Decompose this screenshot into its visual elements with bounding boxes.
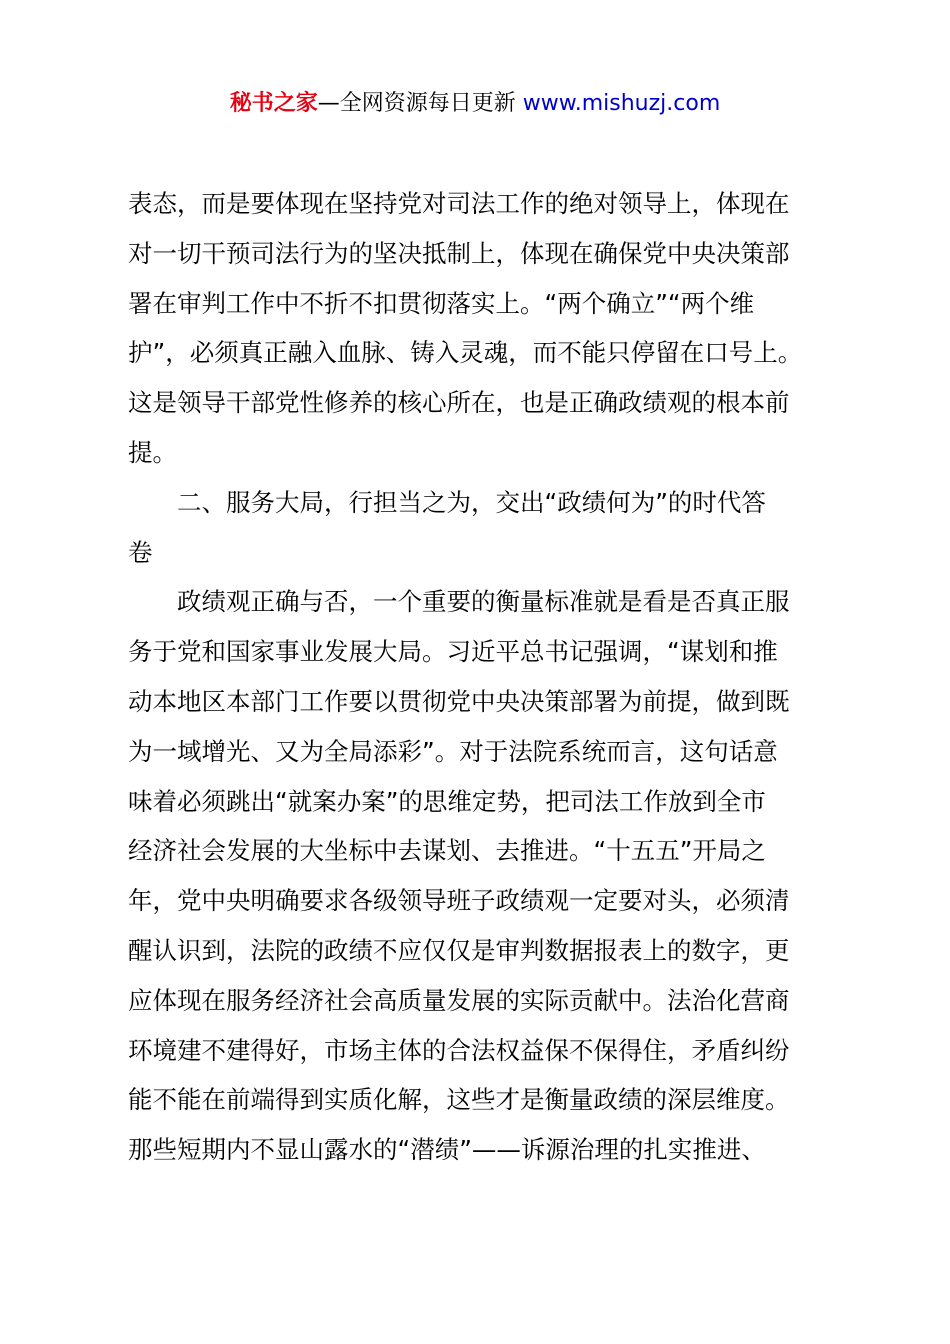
text-line: 提。 [128,437,177,467]
text-line: 为一域增光、又为全局添彩”。对于法院系统而言，这句话意 [128,736,778,766]
text-line: 年，党中央明确要求各级领导班子政绩观一定要对头，必须清 [128,886,790,916]
text-line: 政绩观正确与否，一个重要的衡量标准就是看是否真正服 [128,587,790,617]
text-line: 能不能在前端得到实质化解，这些才是衡量政绩的深层维度。 [128,1085,790,1115]
section-heading-cont: 卷 [128,537,153,567]
header-tagline: —全网资源每日更新 [317,91,523,116]
text-line: 动本地区本部门工作要以贯彻党中央决策部署为前提，做到既 [128,686,790,716]
text-line: 务于党和国家事业发展大局。习近平总书记强调，“谋划和推 [128,637,778,667]
site-header [0,84,950,124]
text-line: 那些短期内不显山露水的“潜绩”——诉源治理的扎实推进、 [128,1135,766,1165]
text-line: 环境建不建得好，市场主体的合法权益保不保得住，矛盾纠纷 [128,1035,790,1065]
section-heading: 二、服务大局，行担当之为，交出“政绩何为”的时代答 [128,487,766,517]
text-line: 经济社会发展的大坐标中去谋划、去推进。“十五五”开局之 [128,836,766,866]
brand-name: 秘书之家 [229,91,318,116]
site-url-link[interactable]: www.mishuzj.com [522,91,721,116]
text-line: 署在审判工作中不折不扣贯彻落实上。“两个确立”“两个维 [128,288,755,318]
text-line: 护”，必须真正融入血脉、铸入灵魂，而不能只停留在口号上。 [128,338,803,368]
text-line: 对一切干预司法行为的坚决抵制上，体现在确保党中央决策部 [128,238,790,268]
document-body [128,179,838,1175]
text-line: 味着必须跳出“就案办案”的思维定势，把司法工作放到全市 [128,786,766,816]
text-line: 应体现在服务经济社会高质量发展的实际贡献中。法治化营商 [128,985,790,1015]
text-line: 表态，而是要体现在坚持党对司法工作的绝对领导上，体现在 [128,189,790,218]
text-line: 醒认识到，法院的政绩不应仅仅是审判数据报表上的数字，更 [128,935,790,965]
text-line: 这是领导干部党性修养的核心所在，也是正确政绩观的根本前 [128,388,790,418]
